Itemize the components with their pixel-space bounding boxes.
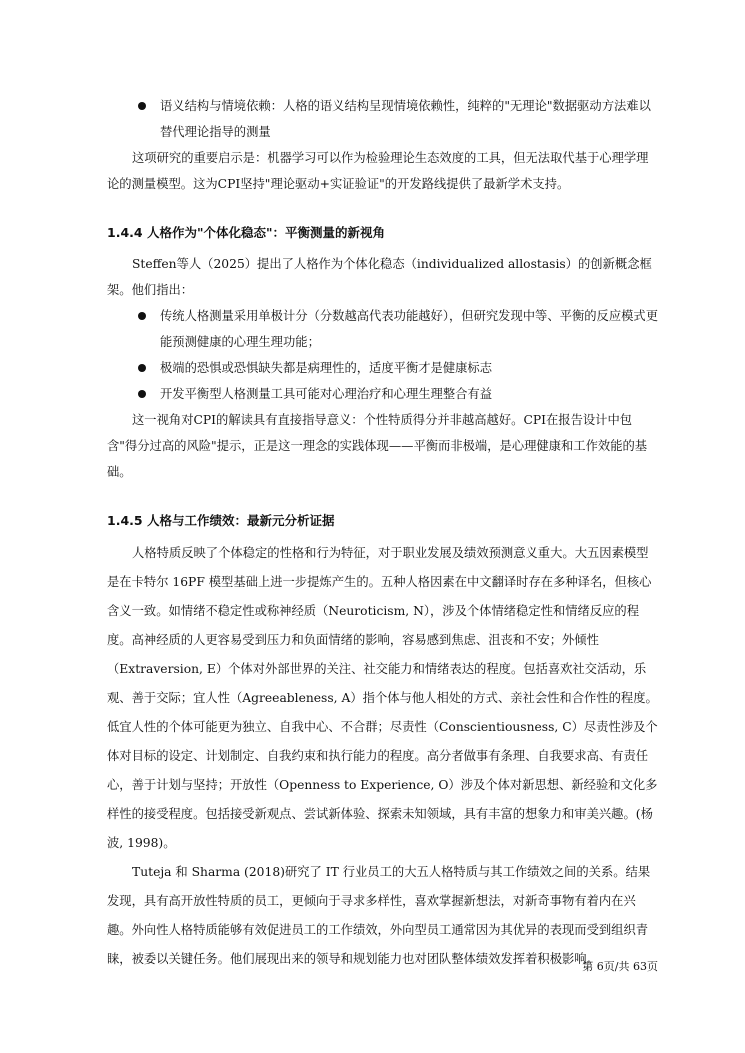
bullet-item xyxy=(107,355,659,381)
paragraph: Steffen等人（2025）提出了人格作为个体化稳态（individualized allostasis）的创新概念框架。他们指出： xyxy=(107,257,652,297)
bullet-item xyxy=(107,93,659,145)
bullet-icon xyxy=(138,390,146,398)
bullet-icon xyxy=(138,102,146,110)
bullet-text: 极端的恐惧或恐惧缺失都是病理性的，适度平衡才是健康标志 xyxy=(160,361,493,375)
paragraph: Tuteja 和 Sharma (2018)研究了 IT 行业员工的大五人格特质与其工作绩效之间的关系。结果发现，具有高开放性特质的员工，更倾向于寻求多样性，喜欢掌握新想法，对新奇事物有着内在兴趣。外向性人格特质能够有效促进员工的工作绩效，外向型员工通常因为其优异的表现而受到组织青睐，被委以关键任务。他们展现出来的领导和规划能力也对团队整体绩效发挥着积极影响。 xyxy=(107,865,651,966)
section-heading: 1.4.4 人格作为"个体化稳态"：平衡测量的新视角 xyxy=(107,225,385,240)
paragraph: 这项研究的重要启示是：机器学习可以作为检验理论生态效度的工具，但无法取代基于心理学理论的测量模型。这为CPI坚持"理论驱动+实证验证"的开发路线提供了最新学术支持。 xyxy=(107,151,649,191)
bullet-icon xyxy=(138,312,146,320)
section-heading: 1.4.5 人格与工作绩效：最新元分析证据 xyxy=(107,513,335,528)
paragraph: 这一视角对CPI的解读具有直接指导意义：个性特质得分并非越高越好。CPI在报告设计中包含"得分过高的风险"提示，正是这一理念的实践体现——平衡而非极端，是心理健康和工作效能的基础。 xyxy=(107,413,648,479)
bullet-icon xyxy=(138,364,146,372)
page-content xyxy=(107,93,659,974)
bullet-item xyxy=(107,381,659,407)
bullet-text: 传统人格测量采用单极计分（分数越高代表功能越好），但研究发现中等、平衡的反应模式更能预测健康的心理生理功能； xyxy=(160,309,659,349)
paragraph: 人格特质反映了个体稳定的性格和行为特征，对于职业发展及绩效预测意义重大。大五因素模型是在卡特尔 16PF 模型基础上进一步提炼产生的。五种人格因素在中文翻译时存在多种译名，但核心含义一致。如情绪不稳定性或称神经质（Neuroticism, N），涉及个体情绪稳定性和情绪反应的程度。高神经质的人更容易受到压力和负面情绪的影响，容易感到焦虑、沮丧和不安；外倾性（Extraversion, E）个体对外部世界的关注、社交能力和情绪表达的程度。包括喜欢社交活动，乐观、善于交际；宜人性（Agreeableness, A）指个体与他人相处的方式、亲社会性和合作性的程度。低宜人性的个体可能更为独立、自我中心、不合群；尽责性（Conscientiousness, C）尽责性涉及个体对目标的设定、计划制定、自我约束和执行能力的程度。高分者做事有条理、自我要求高、有责任心，善于计划与坚持；开放性（Openness to Experience, O）涉及个体对新思想、新经验和文化多样性的接受程度。包括接受新观点、尝试新体验、探索未知领域，具有丰富的想象力和审美兴趣。(杨波, 1998)。 xyxy=(107,546,658,850)
bullet-text: 语义结构与情境依赖：人格的语义结构呈现情境依赖性，纯粹的"无理论"数据驱动方法难以替代理论指导的测量 xyxy=(160,99,651,139)
bullet-text: 开发平衡型人格测量工具可能对心理治疗和心理生理整合有益 xyxy=(160,387,493,401)
page-number: 第 6页/共 63页 xyxy=(582,960,658,973)
bullet-item xyxy=(107,303,659,355)
